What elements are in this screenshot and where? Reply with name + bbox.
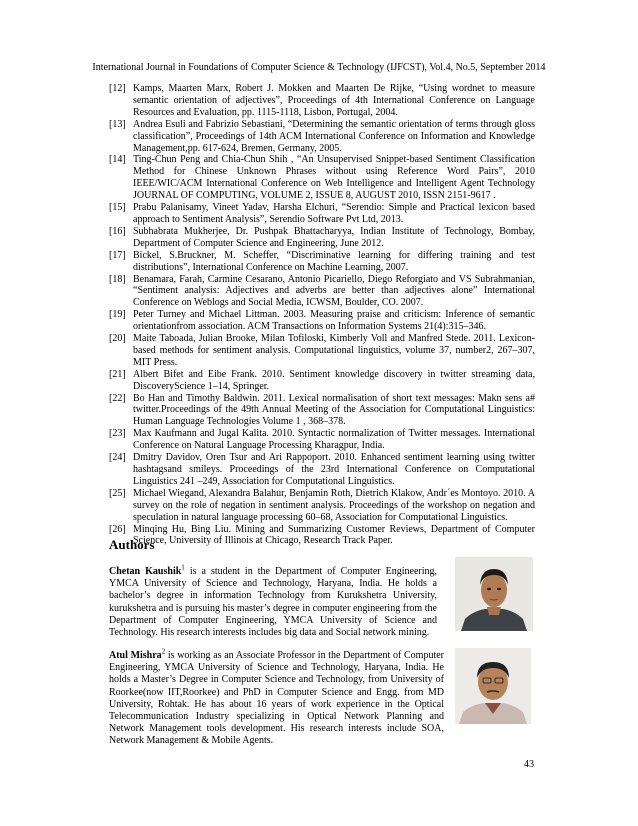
reference-item bbox=[109, 309, 535, 333]
authors-heading: Authors bbox=[109, 537, 155, 552]
reference-number: [14] bbox=[109, 154, 126, 166]
reference-text: Albert Bifet and Eibe Frank. 2010. Sentiment knowledge discovery in twitter streaming data, DiscoveryScience 1–14, Springer. bbox=[133, 368, 535, 392]
author-photo bbox=[455, 648, 531, 724]
reference-number: [22] bbox=[109, 392, 126, 404]
author-photo-image bbox=[455, 648, 531, 724]
reference-text: Peter Turney and Michael Littman. 2003. Measuring praise and criticism: Inference of semantic orientationfrom association. ACM Transactions on Information Systems 21(4):315–346. bbox=[133, 309, 535, 333]
reference-item bbox=[109, 202, 535, 226]
author-bio-text: is a student in the Department of Computer Engineering, YMCA University of Science and Technology, Haryana, India. He holds a bachelor’s degree in information Technology from Kurukshetra University, kurukshetra and is pursuing his master’s degree in computer engineering from the Department of Computer Engineering, YMCA University of Science and Technology. His research interests includes big data and Social network mining. bbox=[109, 566, 438, 639]
author-bio-text: is working as an Associate Professor in the Department of Computer Engineering, YMCA University of Science and Technology, Haryana, India. He holds a Master’s Degree in Computer Science and Technology, from University of Roorkee(now IIT,Roorkee) and PhD in Computer Science and Engg. from MD University, Rohtak. He has about 16 years of work experience in the Optical Telecommunication Industry specializing in Optical Network Planning and Network Management tools development. His research interests include SOA, Network Management & Mobile Agents. bbox=[109, 650, 445, 747]
reference-text: Bo Han and Timothy Baldwin. 2011. Lexical normalisation of short text messages: Makn sens a# twitter.Proceedings of the 49th Annual Meeting of the Association for Computational Linguistics: Human Language Technologies Volume 1 , 368–378. bbox=[133, 392, 535, 428]
reference-text: Kamps, Maarten Marx, Robert J. Mokken and Maarten De Rijke, “Using wordnet to measure semantic orientation of adjectives”, Proceedings of 4th International Conference on Language Resources and Evaluation, pp. 1115-1118, Lisbon, Portugal, 2004. bbox=[133, 83, 535, 118]
reference-number: [20] bbox=[109, 333, 126, 345]
reference-text: Dmitry Davidov, Oren Tsur and Ari Rappoport. 2010. Enhanced sentiment learning using twitter hashtagsand smileys. Proceedings of the 23rd International Conference on Computational Linguistics 241 –249, Association for Computational Linguistics. bbox=[133, 452, 535, 487]
journal-header: International Journal in Foundations of Computer Science & Technology (IJFCST), Vol.4, No.5, September 2014 bbox=[92, 62, 546, 73]
reference-item bbox=[109, 119, 535, 155]
reference-number: [13] bbox=[109, 118, 126, 130]
reference-text: Subhabrata Mukherjee, Dr. Pushpak Bhattacharyya, Indian Institute of Technology, Bombay, Department of Computer Science and Engineering, June 2012. bbox=[133, 225, 535, 249]
reference-number: [21] bbox=[109, 368, 126, 380]
reference-number: [17] bbox=[109, 249, 126, 261]
reference-item bbox=[109, 428, 535, 452]
reference-text: Andrea Esuli and Fabrizio Sebastiani, “Determining the semantic orientation of terms through gloss classification”, Proceedings of 14th ACM International Conference on Information and Knowledge Management,pp. 617-624, Bremen, Germany, 2005. bbox=[133, 118, 535, 154]
reference-number: [23] bbox=[109, 428, 126, 440]
reference-item bbox=[109, 452, 535, 488]
author-photo bbox=[455, 557, 533, 631]
reference-number: [25] bbox=[109, 487, 126, 499]
reference-item bbox=[109, 333, 535, 369]
reference-number: [19] bbox=[109, 309, 126, 321]
reference-text: Ting-Chun Peng and Chia-Chun Shih , “An Unsupervised Snippet-based Sentiment Classification Method for Chinese Unknown Phrases without using Reference Word Pairs”, 2010 IEEE/WIC/ACM International Conference on Web Intelligence and Intelligent Agent Technology JOURNAL OF COMPUTING, VOLUME 2, ISSUE 8, AUGUST 2010, ISSN 2151-9617 . bbox=[133, 154, 535, 202]
reference-item bbox=[109, 154, 535, 202]
reference-text: Max Kaufmann and Jugal Kalita. 2010. Syntactic normalization of Twitter messages. International Conference on Natural Language Processing Kharagpur, India. bbox=[133, 428, 535, 452]
reference-text: Minqing Hu, Bing Liu. Mining and Summarizing Customer Reviews, Department of Computer Science, University of Illinois at Chicago, Research Track Paper. bbox=[133, 523, 535, 547]
reference-number: [24] bbox=[109, 452, 126, 464]
author-bio bbox=[109, 647, 445, 748]
author-superscript: 2 bbox=[161, 647, 166, 656]
reference-number: [18] bbox=[109, 273, 126, 285]
reference-number: [26] bbox=[109, 523, 126, 535]
author-bio bbox=[109, 563, 438, 639]
reference-item bbox=[109, 250, 535, 274]
author-name: Atul Mishra bbox=[109, 650, 162, 661]
reference-number: [15] bbox=[109, 202, 126, 214]
reference-item bbox=[109, 274, 535, 310]
reference-text: Prabu Palanisamy, Vineet Yadav, Harsha Elchuri, “Serendio: Simple and Practical lexicon based approach to Sentiment Analysis”, Serendio Software Pvt Ltd, 2013. bbox=[133, 202, 535, 225]
reference-text: Benamara, Farah, Carmine Cesarano, Antonio Picariello, Diego Reforgiato and VS Subrahmanian, “Sentiment analysis: Adjectives and adverbs are better than adjectives alone” International Conference on Weblogs and Social Media, ICWSM, Boulder, CO. 2007. bbox=[133, 273, 535, 309]
reference-item bbox=[109, 524, 535, 548]
reference-text: Michael Wiegand, Alexandra Balahur, Benjamin Roth, Dietrich Klakow, Andr´es Montoyo. 2010. A survey on the role of negation in sentiment analysis. Proceedings of the workshop on negation and speculation in natural language processing 60–68, Association for Computational Linguistics. bbox=[133, 487, 535, 523]
author-superscript: 1 bbox=[181, 563, 185, 572]
reference-number: [12] bbox=[109, 83, 126, 94]
reference-item bbox=[109, 83, 535, 119]
author-name: Chetan Kaushik bbox=[109, 566, 182, 577]
page-number: 43 bbox=[524, 759, 534, 770]
reference-item bbox=[109, 393, 535, 429]
reference-text: Bickel, S.Bruckner, M. Scheffer, “Discriminative learning for differing training and test distributions”, International Conference on Machine Learning, 2007. bbox=[133, 249, 535, 273]
reference-number: [16] bbox=[109, 225, 126, 237]
reference-text: Maite Taboada, Julian Brooke, Milan Tofiloski, Kimberly Voll and Manfred Stede. 2011. Lexicon-based methods for sentiment analysis. Computational linguistics, volume 37, number2, 267–307, MIT Press. bbox=[133, 333, 535, 368]
reference-item bbox=[109, 369, 535, 393]
reference-list bbox=[109, 83, 535, 547]
reference-item bbox=[109, 226, 535, 250]
author-photo-image bbox=[455, 557, 533, 631]
reference-item bbox=[109, 488, 535, 524]
